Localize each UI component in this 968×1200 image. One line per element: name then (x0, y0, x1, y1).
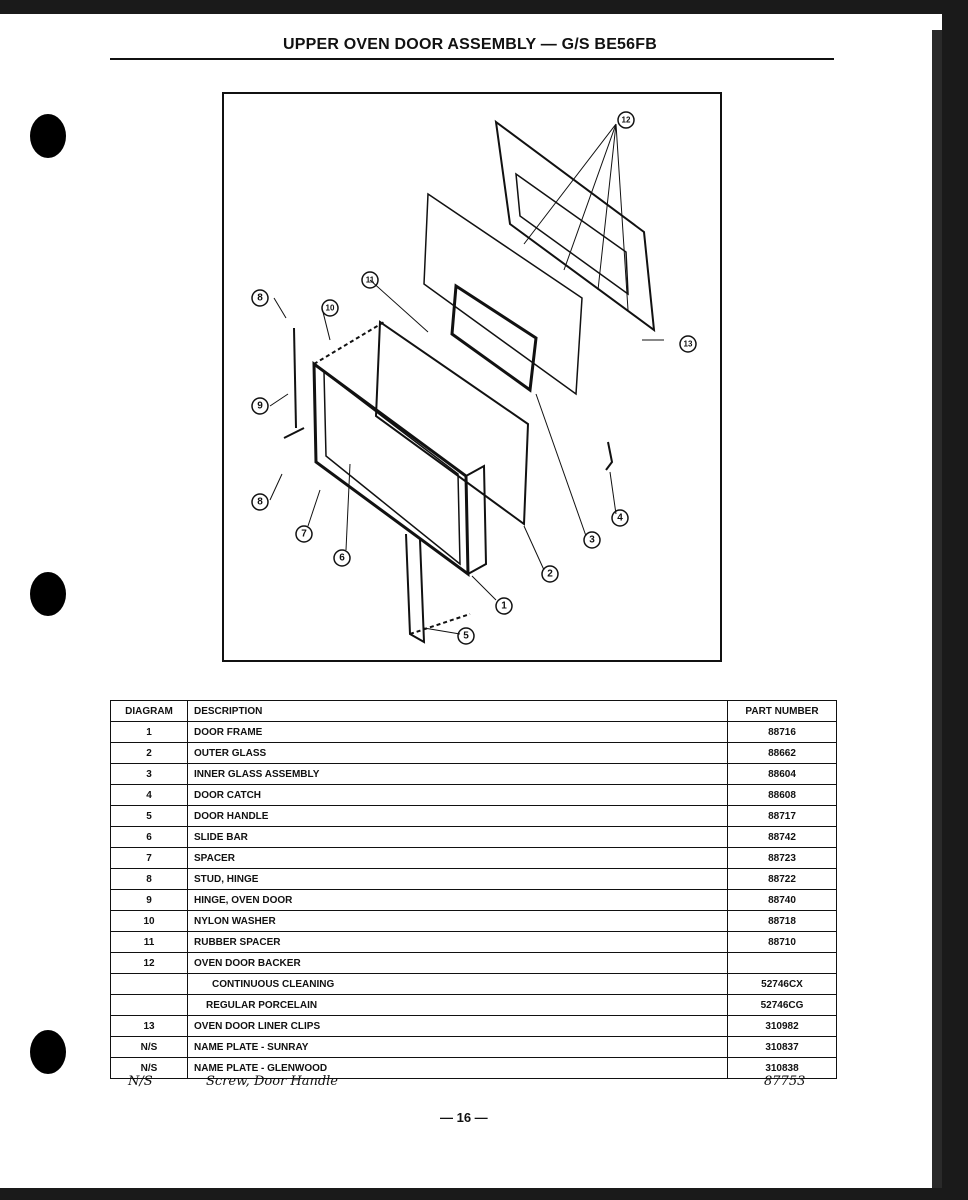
row-diagram: 5 (111, 806, 188, 827)
row-diagram: 10 (111, 911, 188, 932)
row-description: HINGE, OVEN DOOR (188, 890, 728, 911)
handwritten-part-number: 87753 (764, 1074, 806, 1089)
row-description: SLIDE BAR (188, 827, 728, 848)
header-description: DESCRIPTION (188, 701, 728, 722)
row-description: NAME PLATE - GLENWOOD (188, 1058, 728, 1079)
table-row (111, 869, 837, 890)
row-part-number: 88662 (728, 743, 837, 764)
door-assembly-drawing (224, 94, 720, 660)
table-row (111, 806, 837, 827)
row-part-number: 310982 (728, 1016, 837, 1037)
row-part-number: 310837 (728, 1037, 837, 1058)
parts-table-header (111, 701, 837, 722)
callout-9: 9 (257, 400, 263, 412)
row-part-number: 88608 (728, 785, 837, 806)
row-diagram: 11 (111, 932, 188, 953)
scan-edge-bottom (0, 1188, 968, 1200)
row-part-number: 88710 (728, 932, 837, 953)
callout-8a: 8 (257, 496, 263, 508)
binder-hole-bottom (30, 1030, 66, 1074)
row-diagram: 9 (111, 890, 188, 911)
callout-13: 13 (683, 339, 693, 349)
row-description: OUTER GLASS (188, 743, 728, 764)
binder-hole-middle (30, 572, 66, 616)
row-diagram (111, 974, 188, 995)
callout-1: 1 (501, 600, 507, 612)
row-description: OVEN DOOR LINER CLIPS (188, 1016, 728, 1037)
page-number: — 16 — (440, 1110, 488, 1125)
callout-10: 10 (325, 303, 335, 313)
row-diagram: 12 (111, 953, 188, 974)
row-part-number: 88716 (728, 722, 837, 743)
row-diagram: 3 (111, 764, 188, 785)
callout-3: 3 (589, 534, 595, 546)
row-diagram: 1 (111, 722, 188, 743)
table-row (111, 743, 837, 764)
row-part-number: 88717 (728, 806, 837, 827)
row-diagram: 13 (111, 1016, 188, 1037)
row-part-number: 88722 (728, 869, 837, 890)
row-part-number: 88740 (728, 890, 837, 911)
callout-2: 2 (547, 568, 553, 580)
table-row (111, 1037, 837, 1058)
table-row (111, 974, 837, 995)
row-description: INNER GLASS ASSEMBLY (188, 764, 728, 785)
table-row (111, 764, 837, 785)
row-description: STUD, HINGE (188, 869, 728, 890)
table-row (111, 932, 837, 953)
row-description: SPACER (188, 848, 728, 869)
callout-4: 4 (617, 512, 623, 524)
table-row (111, 848, 837, 869)
header-diagram: DIAGRAM (111, 701, 188, 722)
handwritten-description: Screw, Door Handle (206, 1074, 338, 1089)
row-description: RUBBER SPACER (188, 932, 728, 953)
row-diagram: N/S (111, 1058, 188, 1079)
row-description: REGULAR PORCELAIN (188, 995, 728, 1016)
exploded-diagram (222, 92, 722, 662)
row-part-number: 88723 (728, 848, 837, 869)
binder-hole-top (30, 114, 66, 158)
table-row (111, 911, 837, 932)
table-row (111, 890, 837, 911)
callout-11: 11 (365, 275, 375, 285)
callout-8b: 8 (257, 292, 263, 304)
row-description: OVEN DOOR BACKER (188, 953, 728, 974)
row-diagram: 6 (111, 827, 188, 848)
callout-12: 12 (621, 115, 631, 125)
header-part-number: PART NUMBER (728, 701, 837, 722)
oven-door-backer-shape (496, 122, 654, 330)
row-part-number: 88742 (728, 827, 837, 848)
table-row (111, 953, 837, 974)
row-part-number: 310838 (728, 1058, 837, 1079)
row-diagram: N/S (111, 1037, 188, 1058)
callout-5: 5 (463, 630, 469, 642)
table-row (111, 785, 837, 806)
row-part-number: 88604 (728, 764, 837, 785)
table-row (111, 995, 837, 1016)
row-part-number: 52746CX (728, 974, 837, 995)
row-diagram: 4 (111, 785, 188, 806)
callout-6: 6 (339, 552, 345, 564)
row-part-number (728, 953, 837, 974)
table-row (111, 722, 837, 743)
row-description: NYLON WASHER (188, 911, 728, 932)
parts-table (110, 700, 837, 1079)
page-title: UPPER OVEN DOOR ASSEMBLY — G/S BE56FB (282, 36, 657, 53)
row-part-number: 88718 (728, 911, 837, 932)
row-description: DOOR CATCH (188, 785, 728, 806)
row-description: NAME PLATE - SUNRAY (188, 1037, 728, 1058)
scan-edge-shadow (932, 30, 942, 1190)
row-part-number: 52746CG (728, 995, 837, 1016)
handwritten-diagram: N/S (128, 1074, 153, 1089)
table-row (111, 1016, 837, 1037)
row-diagram (111, 995, 188, 1016)
title-underline (110, 58, 834, 60)
scan-edge-right (942, 0, 968, 1200)
row-diagram: 8 (111, 869, 188, 890)
table-row (111, 827, 837, 848)
row-description: DOOR FRAME (188, 722, 728, 743)
row-diagram: 2 (111, 743, 188, 764)
row-description: CONTINUOUS CLEANING (188, 974, 728, 995)
row-description: DOOR HANDLE (188, 806, 728, 827)
row-diagram: 7 (111, 848, 188, 869)
scan-edge-top (0, 0, 968, 14)
callout-7: 7 (301, 528, 307, 540)
